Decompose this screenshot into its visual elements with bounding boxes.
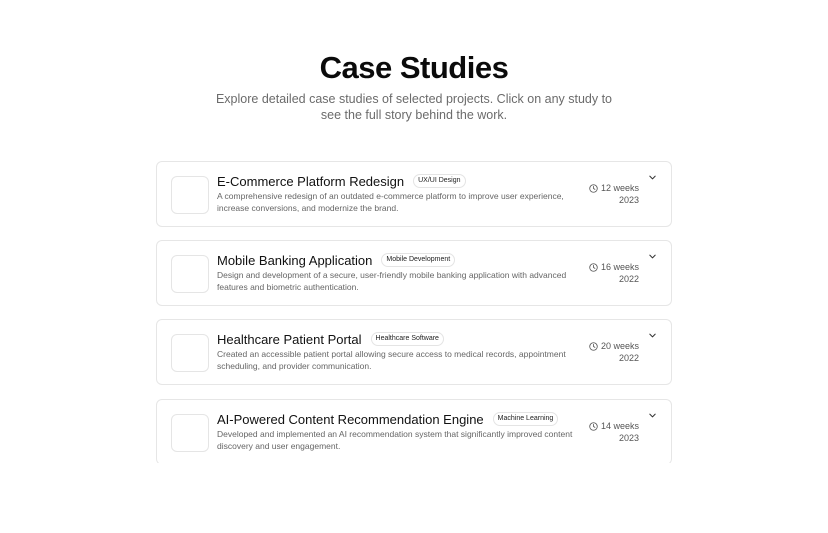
case-study-title: Mobile Banking Application [217,252,373,268]
case-study-card[interactable] [156,399,672,463]
duration: 12 weeks [600,183,639,193]
case-study-card[interactable] [156,240,672,306]
duration: 14 weeks [600,421,639,431]
case-study-description: Developed and implemented an AI recommendation system that significantly improved content discovery and user engagement. [217,429,573,451]
clock-icon [589,184,598,193]
case-study-card[interactable] [156,319,672,385]
case-study-meta [589,182,639,206]
chevron-down-icon[interactable] [648,253,657,260]
year: 2023 [618,195,639,205]
chevron-down-icon[interactable] [648,412,657,419]
page-subtitle: Explore detailed case studies of selected projects. Click on any study to see the full story behind the work. [215,92,613,122]
case-study-description: Design and development of a secure, user-friendly mobile banking application with advanced features and biometric authentication. [217,270,567,292]
duration: 16 weeks [600,262,639,272]
category-badge: Healthcare Software [371,332,444,346]
case-study-meta [589,340,639,364]
year: 2022 [618,274,639,284]
chevron-down-icon[interactable] [648,332,657,339]
category-badge: UX/UI Design [413,174,465,188]
case-study-description: Created an accessible patient portal allowing secure access to medical records, appointment scheduling, and provider communication. [217,349,566,371]
case-study-thumbnail [171,334,209,372]
chevron-down-icon[interactable] [648,174,657,181]
year: 2023 [618,433,639,443]
case-study-card[interactable] [156,161,672,227]
category-badge: Mobile Development [381,253,455,267]
case-study-list [156,161,672,463]
case-study-meta [589,261,639,285]
case-study-thumbnail [171,414,209,452]
clock-icon [589,342,598,351]
case-study-thumbnail [171,176,209,214]
case-study-description: A comprehensive redesign of an outdated e-commerce platform to improve user experience, increase conversions, and modernize the brand. [217,191,564,213]
clock-icon [589,422,598,431]
case-study-title: E-Commerce Platform Redesign [217,173,405,189]
duration: 20 weeks [600,341,639,351]
clock-icon [589,263,598,272]
case-study-meta [589,420,639,444]
year: 2022 [618,353,639,363]
page-title: Case Studies [319,50,509,85]
category-badge: Machine Learning [493,412,559,426]
case-study-title: AI-Powered Content Recommendation Engine [217,411,484,427]
case-study-title: Healthcare Patient Portal [217,331,362,347]
case-study-thumbnail [171,255,209,293]
